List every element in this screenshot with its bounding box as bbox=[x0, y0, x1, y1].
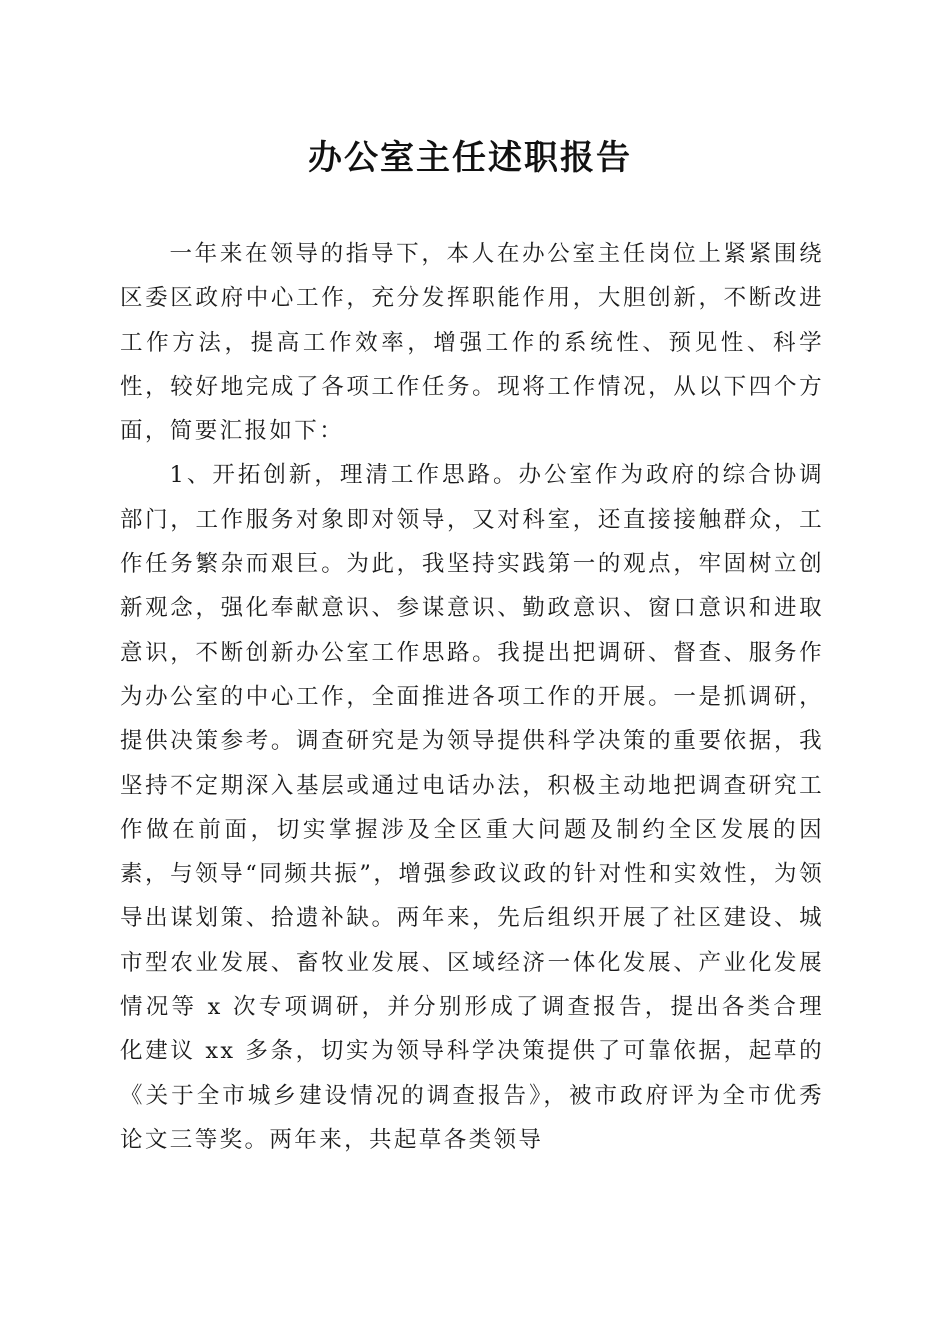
paragraph-section-1: 1、开拓创新，理清工作思路。办公室作为政府的综合协调部门，工作服务对象即对领导，又对科室，还直接接触群众，工作任务繁杂而艰巨。为此，我坚持实践第一的观点，牢固树立创新观念，强化奉献意识、参谋意识、勤政意识、窗口意识和进取意识，不断创新办公室工作思路。我提出把调研、督查、服务作为办公室的中心工作，全面推进各项工作的开展。一是抓调研，提供决策参考。调查研究是为领导提供科学决策的重要依据，我坚持不定期深入基层或通过电话办法，积极主动地把调查研究工作做在前面，切实掌握涉及全区重大问题及制约全区发展的因素，与领导“同频共振”，增强参政议政的针对性和实效性，为领导出谋划策、拾遗补缺。两年来，先后组织开展了社区建设、城市型农业发展、畜牧业发展、区域经济一体化发展、产业化发展情况等 x 次专项调研，并分别形成了调查报告，提出各类合理化建议 xx 多条，切实为领导科学决策提供了可靠依据，起草的《关于全市城乡建设情况的调查报告》，被市政府评为全市优秀论文三等奖。两年来，共起草各类领导 bbox=[120, 462, 824, 1153]
paragraph-intro: 一年来在领导的指导下，本人在办公室主任岗位上紧紧围绕区委区政府中心工作，充分发挥职能作用，大胆创新，不断改进工作方法，提高工作效率，增强工作的系统性、预见性、科学性，较好地完成了各项工作任务。现将工作情况，从以下四个方面，简要汇报如下： bbox=[120, 241, 824, 445]
document-body bbox=[120, 232, 824, 1162]
document-title: 办公室主任述职报告 bbox=[308, 138, 632, 178]
